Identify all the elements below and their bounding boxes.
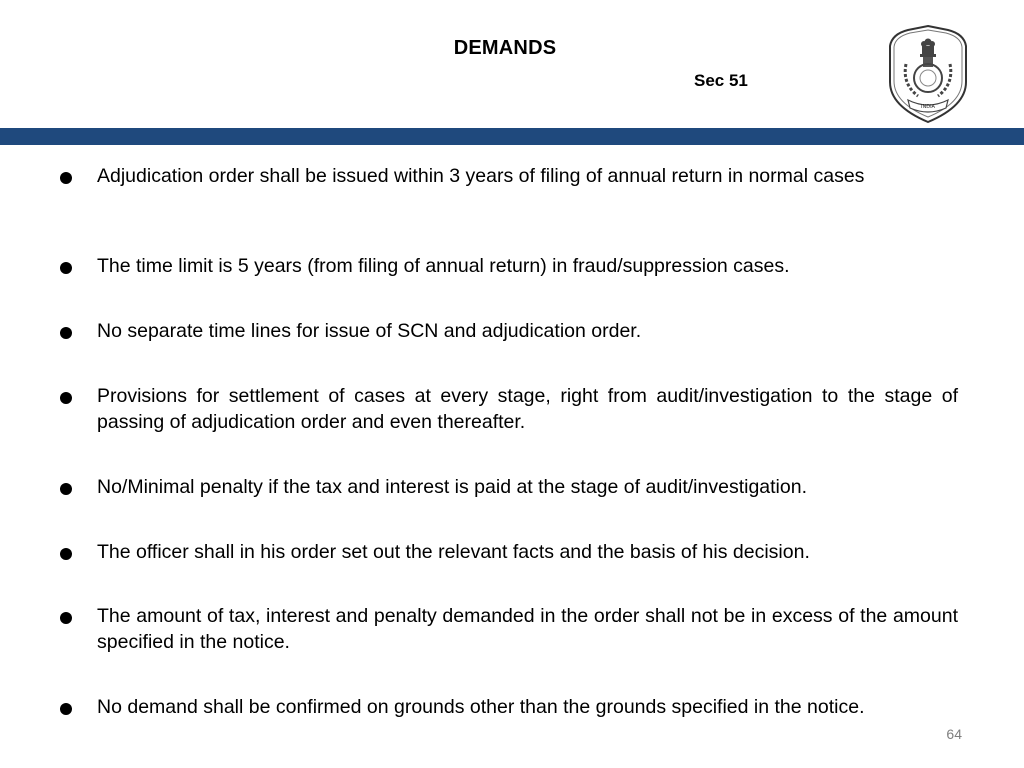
slide-title: DEMANDS bbox=[453, 37, 557, 59]
bullet-icon bbox=[60, 262, 72, 274]
bullet-icon bbox=[60, 483, 72, 495]
bullet-text: Adjudication order shall be issued within 3 years of filing of annual return in normal cases bbox=[97, 165, 865, 187]
bullet-icon bbox=[60, 392, 72, 404]
bullet-icon bbox=[60, 612, 72, 624]
bullet-text: The officer shall in his order set out the relevant facts and the basis of his decision. bbox=[97, 541, 810, 563]
section-reference: Sec 51 bbox=[694, 71, 748, 90]
bullet-text: No separate time lines for issue of SCN and adjudication order. bbox=[97, 320, 642, 342]
emblem-logo bbox=[886, 24, 970, 124]
bullet-icon bbox=[60, 703, 72, 715]
bullet-text: The amount of tax, interest and penalty demanded in the order shall not be in excess of the amount specified in the notice. bbox=[97, 605, 958, 653]
bullet-icon bbox=[60, 548, 72, 560]
bullet-text: No demand shall be confirmed on grounds other than the grounds specified in the notice. bbox=[97, 696, 865, 718]
bullet-icon bbox=[60, 172, 72, 184]
header-bar bbox=[0, 128, 1024, 145]
bullet-text: The time limit is 5 years (from filing of annual return) in fraud/suppression cases. bbox=[97, 255, 790, 277]
emblem-ribbon-text: INDIA bbox=[921, 104, 935, 110]
page-number: 64 bbox=[946, 726, 962, 742]
bullet-icon bbox=[60, 327, 72, 339]
bullet-text: Provisions for settlement of cases at every stage, right from audit/investigation to the stage of passing of adjudication order and even thereafter. bbox=[97, 385, 958, 433]
bullet-text: No/Minimal penalty if the tax and interest is paid at the stage of audit/investigation. bbox=[97, 476, 807, 498]
